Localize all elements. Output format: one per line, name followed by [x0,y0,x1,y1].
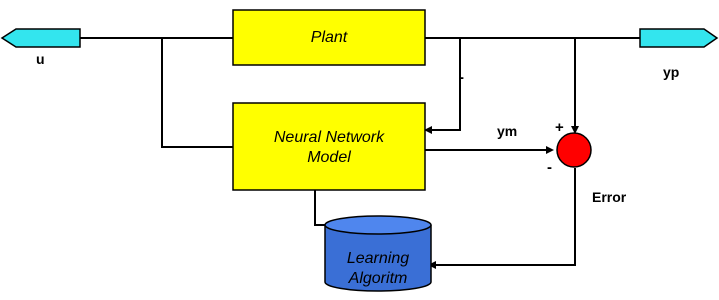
input-label: u [36,51,45,67]
learning-label-line2: Algoritm [348,270,408,287]
model-label-line1: Neural Network [273,129,385,146]
arrowheads [424,126,579,269]
input-port-shape [2,29,80,47]
model-label-line2: Model [307,149,351,166]
sum-minus-sign: - [547,159,552,176]
input-to-model-line [162,38,233,147]
sum-plus-sign: + [555,119,564,136]
plant-label: Plant [310,29,348,46]
model-output-label: ym [497,123,518,139]
plant-tap-minus-sign: - [459,69,464,86]
summing-junction [557,133,591,167]
cylinder-top [325,216,431,234]
learning-label-line1: Learning [346,250,410,267]
model-to-learning-line [315,190,325,225]
output-label: yp [663,64,680,80]
error-to-learning-line [432,168,575,265]
output-port-shape [640,29,717,47]
learning-algorithm-cylinder [325,216,431,291]
plant-feedback-line [428,38,460,130]
neural-network-model-block [233,103,425,190]
ym-sum-arrowhead [546,146,554,154]
error-label: Error [592,189,627,205]
